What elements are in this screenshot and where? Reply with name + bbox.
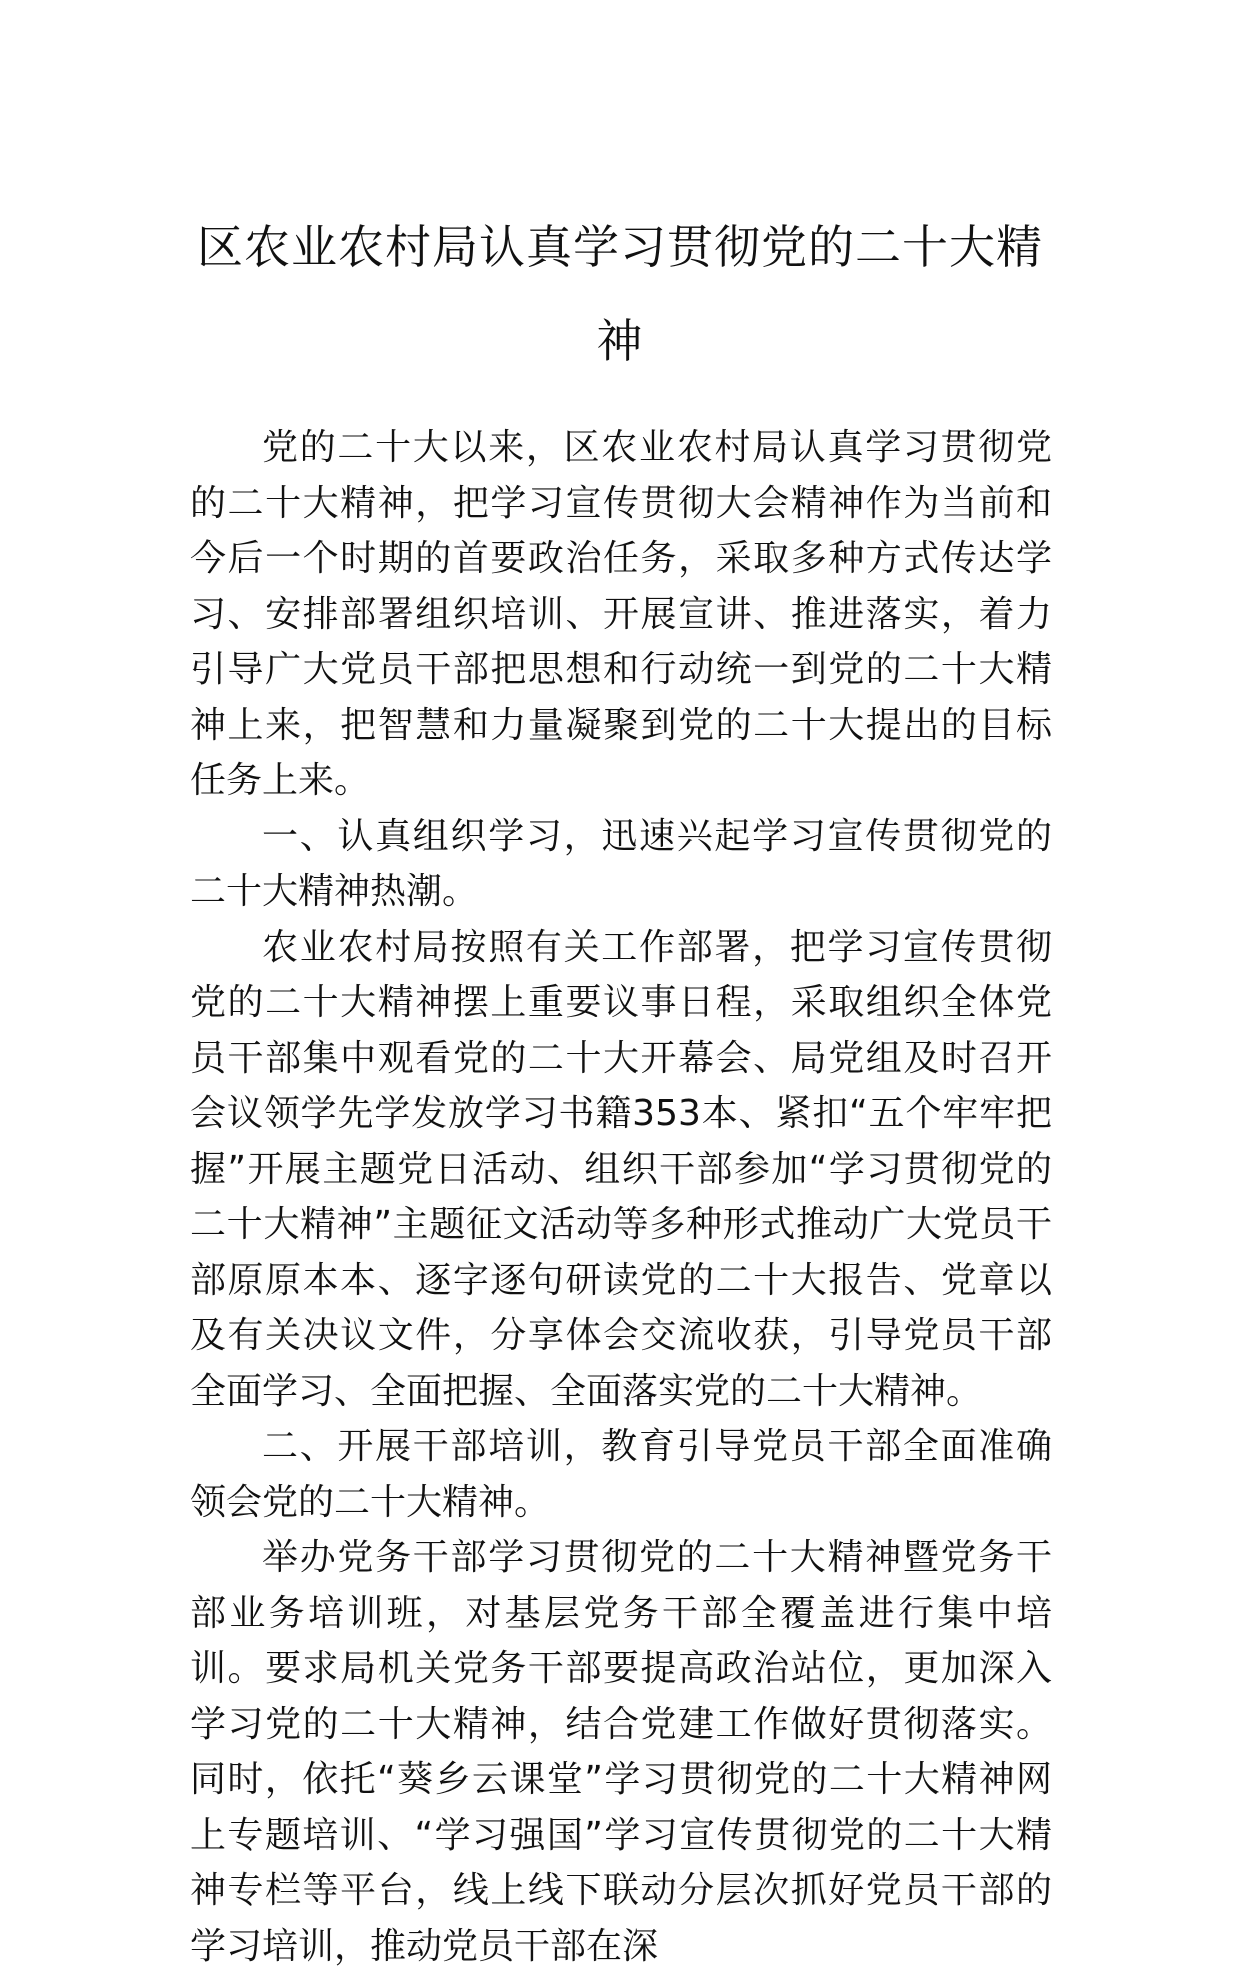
paragraph-intro: 党的二十大以来，区农业农村局认真学习贯彻党的二十大精神，把学习宣传贯彻大会精神作为当前和今后一个时期的首要政治任务，采取多种方式传达学习、安排部署组织培训、开展宣讲、推进落实，着力引导广大党员干部把思想和行动统一到党的二十大精神上来，把智慧和力量凝聚到党的二十大提出的目标任务上来。	[190, 427, 1052, 801]
document-title: 区农业农村局认真学习贯彻党的二十大精神	[197, 220, 1043, 368]
paragraph-section-1: 农业农村局按照有关工作部署，把学习宣传贯彻党的二十大精神摆上重要议事日程，采取组织全体党员干部集中观看党的二十大开幕会、局党组及时召开会议领学先学发放学习书籍353本、紧扣“五个牢牢把握”开展主题党日活动、组织干部参加“学习贯彻党的二十大精神”主题征文活动等多种形式推动广大党员干部原原本本、逐字逐句研读党的二十大报告、党章以及有关决议文件，分享体会交流收获，引导党员干部全面学习、全面把握、全面落实党的二十大精神。	[190, 926, 1052, 1412]
section-heading-1: 一、认真组织学习，迅速兴起学习宣传贯彻党的二十大精神热潮。	[190, 815, 1052, 912]
paragraph-section-2: 举办党务干部学习贯彻党的二十大精神暨党务干部业务培训班，对基层党务干部全覆盖进行集中培训。要求局机关党务干部要提高政治站位，更加深入学习党的二十大精神，结合党建工作做好贯彻落实。同时，依托“葵乡云课堂”学习贯彻党的二十大精神网上专题培训、“学习强国”学习宣传贯彻党的二十大精神专栏等平台，线上线下联动分层次抓好党员干部的学习培训，推动党员干部在深	[190, 1537, 1052, 1967]
document-body	[190, 420, 1052, 1974]
section-heading-2: 二、开展干部培训，教育引导党员干部全面准确领会党的二十大精神。	[190, 1426, 1052, 1523]
